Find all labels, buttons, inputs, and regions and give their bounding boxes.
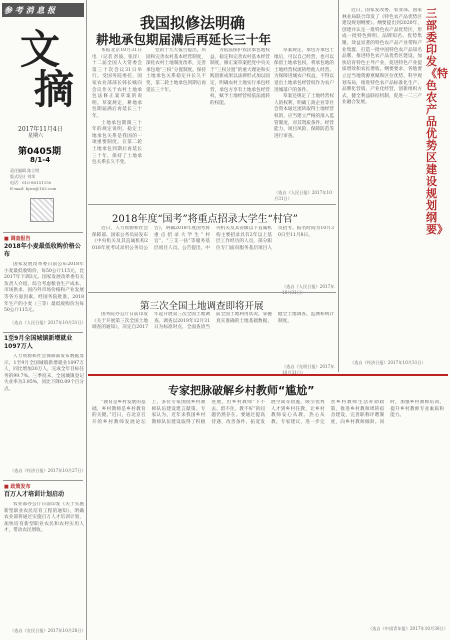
bottom-story-body bbox=[92, 400, 444, 622]
divider bbox=[88, 204, 336, 205]
byline: （选自《人民日报》2017年10月31日） bbox=[10, 320, 86, 325]
section-title-zhai: 摘 bbox=[34, 67, 74, 113]
divider-red bbox=[88, 374, 448, 376]
paragraph: 近日，人力资源和社会保障部、国家公务员局发布《中央机关及其直属机构2018年度考试录用公务员公告》，明确2018年度国考将重点招录大学生“村官”、“三支一扶”等服务基层项目人员。公告提出，中央机关及其省级以下直属机构主要招录具有2年以上基层工作经历的人员，部分职位专门面向服务基层项目人员招考。报名时间为10月30日至11月8日。 bbox=[92, 226, 334, 251]
issue-number: 第0405期 bbox=[18, 147, 62, 157]
info-line: 版式设计 刘荣 bbox=[10, 174, 36, 179]
divider bbox=[88, 292, 336, 293]
paragraph: 党的十九大报告提出，巩固和完善农村基本经营制度，深化农村土地制度改革，完善承包地“三权”分置制度。保持土地承包关系稳定并长久不变，第二轮土地承包到期后再延长三十年。 bbox=[146, 48, 206, 93]
article-wheat-price bbox=[4, 262, 84, 320]
headline-employment: 1至9月全国城镇新增就业1097万人 bbox=[4, 335, 73, 350]
section-tag-policy: ■ 政策发布 bbox=[4, 484, 31, 490]
byline: （选自《光明日报》2017年10月31日） bbox=[282, 364, 335, 375]
issue-date: 2017年11月4日 bbox=[18, 126, 63, 133]
masthead-emblem bbox=[30, 198, 54, 222]
paragraph: 国家发展改革委日前公布2018年小麦最低收购价，每50公斤115元，比2017年下调3元。国家发展改革委有关负责人介绍，综合考虑粮食生产成本、市场供求、国内外市场价格和产业发展等各方面因素，经国务院批准，2018年生产的小麦（三等）最低收购价为每50公斤115元。 bbox=[4, 262, 84, 314]
issue-pages: 8/1-4 bbox=[30, 156, 51, 164]
paragraph: 草案还规定了土地经营权人的权利，明确工商企业等社会资本通过流转取得土地经营权的，应当建立严格的准入监管制度，对其资质条件、经营能力、项目风险、保障防范等进行审查。 bbox=[274, 94, 334, 139]
paragraph: 为依法保护农民承包地权益，稳定和完善农村基本经营制度，修正案草案把党中央关于“三权分置”的重大理论和实践创新成果以法律形式加以固定，明确农村土地实行承包经营，承包方享有土地承包经营权，赋予土地经营权依法流转的权能。 bbox=[210, 48, 270, 106]
paragraph: 国务院办公厅日前印发《关于开展第三次全国土地调查的通知》，决定自2017年起开展第三次全国土地调查。调查以2019年12月31日为标准时点，全面查清当前全国土地利用状况，掌握真实准确的土地基础数据，健全土地调查、监测和统计制度。 bbox=[92, 312, 334, 331]
section-tag-reports: ■ 调查报告 bbox=[4, 236, 31, 242]
column-divider bbox=[86, 0, 87, 640]
byline: （选自《经济日报》2017年10月31日） bbox=[350, 360, 426, 365]
issue-weekday: 星期六 bbox=[28, 133, 44, 139]
headline-wheat-price: 2018年小麦最低收购价格公布 bbox=[4, 243, 81, 258]
right-vertical-headline: 三部委印发《特色农产品优势区建设规划纲要》 bbox=[426, 7, 448, 236]
top-story-col1 bbox=[92, 48, 142, 200]
column-divider bbox=[338, 0, 339, 372]
paragraph: 人力资源和社会保障部发布数据显示，1至9月全国城镇新增就业1097万人，同比增加30万人，完成全年目标任务的99.7%。三季度末，全国城镇登记失业率为3.95%，同比下降0.09个百分点。 bbox=[4, 354, 84, 392]
byline: （选自《农民日报》2017年10月28日） bbox=[10, 628, 86, 633]
divider bbox=[3, 480, 83, 481]
mid-story-body bbox=[92, 226, 334, 284]
headline-talent-training: 百万人才培训计划启动 bbox=[4, 491, 65, 498]
article-employment bbox=[4, 354, 84, 466]
top-story-col2 bbox=[146, 48, 206, 200]
paper-name: 参 考 消 息 报 bbox=[4, 5, 56, 15]
masthead bbox=[0, 0, 86, 228]
masthead-info bbox=[10, 168, 80, 192]
top-headline-2: 耕地承包期届满后再延长三十年 bbox=[96, 32, 272, 47]
article-talent-training bbox=[4, 502, 84, 628]
section-title-wen: 文 bbox=[20, 27, 60, 73]
top-headline-1: 我国拟修法明确 bbox=[140, 14, 246, 32]
right-col-article bbox=[342, 8, 422, 358]
census-headline: 第三次全国土地调查即将开展 bbox=[140, 301, 264, 312]
census-story-body bbox=[92, 312, 334, 364]
divider bbox=[3, 332, 83, 333]
paragraph: 农业部办公厅日前印发《关于实施新型职业农民培育工程的通知》，明确农业部将通过实施百万人才培训计划，加快培育新型职业农民和农村实用人才，带动农民增收。 bbox=[4, 502, 84, 534]
paragraph: 土地承包期限三十年的规定说明，稳定土地承包关系是我国的一项重要制度。在第二轮土地承包到期后再延长三十年，保持了土地承包关系长久不变。 bbox=[92, 120, 142, 166]
paragraph: 本报北京10月31日电 （记者 彭波、张洋）十二届全国人大常委会第三十次会议31日举行。受国务院委托，国家农业部部长韩长赋向会议作关于农村土地承包法修正案草案的说明。草案规定，耕地承包期届满后再延长三十年。 bbox=[92, 48, 142, 119]
info-line: E-mail: bjwz@163.com bbox=[10, 186, 57, 191]
info-line: 电话：010-88151150 bbox=[10, 180, 52, 185]
byline: （选自《经济日报》2017年10月27日） bbox=[10, 468, 86, 473]
paragraph: 草案规定，承包方承包土地后，可以自己经营，也可以保留土地承包权，将承包地的土地经营权流转给他人经营。为保障进城农户权益，不得以退出土地承包经营权作为农户进城落户的条件。 bbox=[274, 48, 334, 93]
info-line: 责任编辑 陈立明 bbox=[10, 168, 40, 173]
paragraph: “教育是乡村发展的基础，乡村教师是乡村教育的关键。”近日，在北京召开的乡村教师发展论坛上，多位专家围绕乡村教师队伍建设建言献策。专家认为，近年来我国乡村教师队伍建设取得了积极进展，但乡村教师“下不去、留不住、教不好”的问题仍然存在。要通过提高待遇、改善条件、拓宽发展空间等措施，吸引优秀人才到乡村任教，让乡村教师安心从教、热心从教。专家建议，进一步完善乡村教师生活补助政策，推进乡村教师周转宿舍建设，完善职称评聘制度，向乡村教师倾斜。同时，加强乡村教师培训，提升乡村教师专业素质和能力。 bbox=[92, 400, 444, 425]
top-story-col4 bbox=[274, 48, 334, 188]
byline: （选自《中国青年报》2017年10月30日） bbox=[368, 626, 448, 631]
bottom-headline: 专家把脉破解乡村教师“尴尬” bbox=[168, 384, 315, 397]
top-story-col3 bbox=[210, 48, 270, 200]
byline: （选自《人民日报》2017年10月31日） bbox=[274, 190, 332, 201]
byline: （选自《人民日报》2017年10月31日） bbox=[282, 284, 335, 295]
mid-headline: 2018年度“国考”将重点招录大学生“村官” bbox=[112, 214, 298, 225]
paragraph: 近日，国家发改委、农业部、国家林业局联合印发了《特色农产品优势区建设规划纲要》。纲要提出到2020年，创建并认定一批特色农产品优势区，形成一批特色鲜明、品牌知名、优势集聚、效益显著的特色农产品产业带和产业集群，打造一批中国特色农产品知名品牌，推进特色农产品优势区建设，加快培育特色主导产业，促进特色产业提质增效和农民增收。纲要要求，各地要立足当地资源禀赋和区位优势，科学规划布局，推进特色农产品标准化生产、品牌化营销、产业化经营，创新组织方式，健全利益联结机制，促进一二三产业融合发展。 bbox=[342, 8, 422, 106]
divider bbox=[3, 232, 83, 233]
